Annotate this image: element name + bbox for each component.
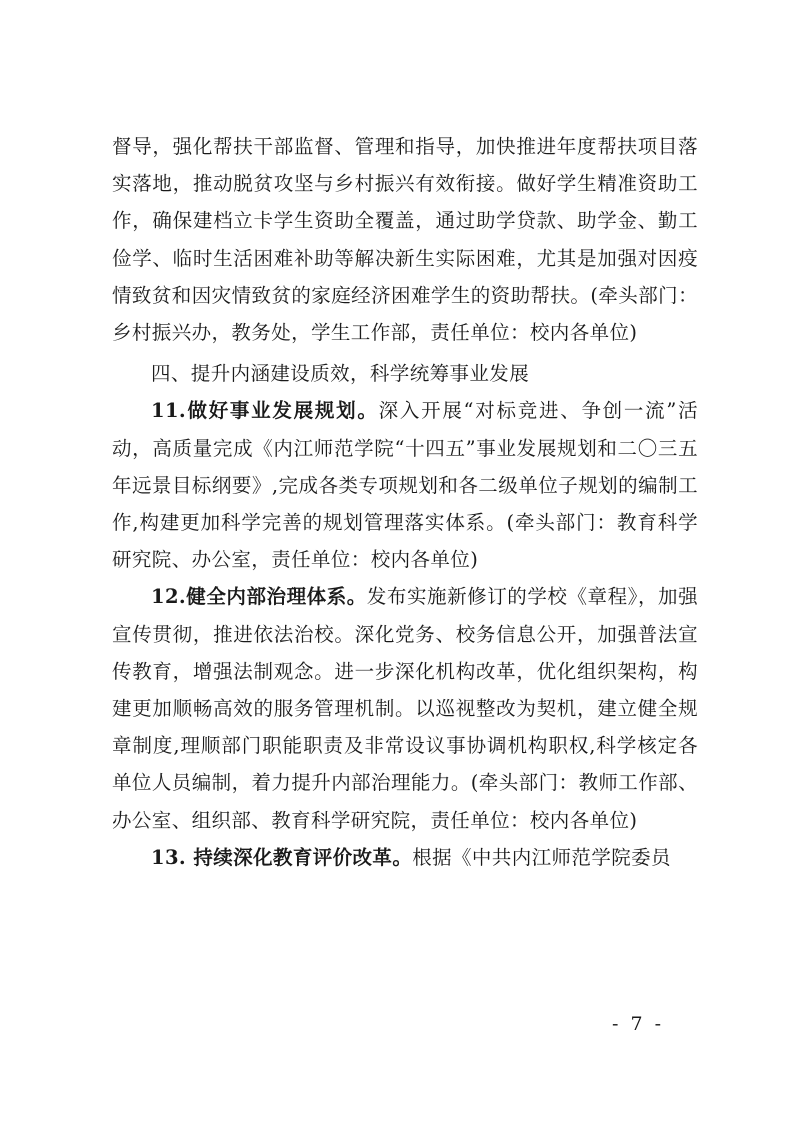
item-title-12: 12.健全内部治理体系。 [151,585,367,609]
document-body [112,128,698,876]
section-heading: 四、提升内涵建设质效，科学统筹事业发展 [151,362,530,386]
item-paragraph-11 [112,392,698,578]
item-body-12: 发布实施新修订的学校《章程》，加强宣传贯彻，推进依法治校。深化党务、校务信息公开，加强普法宣传教育，增强法制观念。进一步深化机构改革，优化组织架构，构建更加顺畅高效的服务管理机制。以巡视整改为契机，建立健全规章制度,理顺部门职能职责及非常设议事协调机构职权,科学核定各单位人员编制，着力提升内部治理能力。(牵头部门：教师工作部、办公室、组织部、教育科学研究院，责任单位：校内各单位) [112,585,698,832]
continued-paragraph: 督导，强化帮扶干部监督、管理和指导，加快推进年度帮扶项目落实落地，推动脱贫攻坚与乡村振兴有效衔接。做好学生精准资助工作，确保建档立卡学生资助全覆盖，通过助学贷款、助学金、勤工俭学、临时生活困难补助等解决新生实际困难，尤其是加强对因疫情致贫和因灾情致贫的家庭经济困难学生的资助帮扶。(牵头部门：乡村振兴办，教务处，学生工作部，责任单位：校内各单位) [112,135,698,345]
item-body-11: 深入开展“对标竞进、争创一流”活动，高质量完成《内江师范学院“十四五”事业发展规划和二〇三五年远景目标纲要》,完成各类专项规划和各二级单位子规划的编制工作,构建更加科学完善的规划管理落实体系。(牵头部门：教育科学研究院、办公室，责任单位：校内各单位) [112,399,699,572]
page-number: - 7 - [612,1013,665,1035]
item-body-13: 根据《中共内江师范学院委员 [412,845,671,869]
item-paragraph-13 [112,839,698,876]
item-title-11: 11.做好事业发展规划。 [151,399,379,423]
item-paragraph-12 [112,578,698,838]
item-title-13: 13. 持续深化教育评价改革。 [151,845,413,869]
